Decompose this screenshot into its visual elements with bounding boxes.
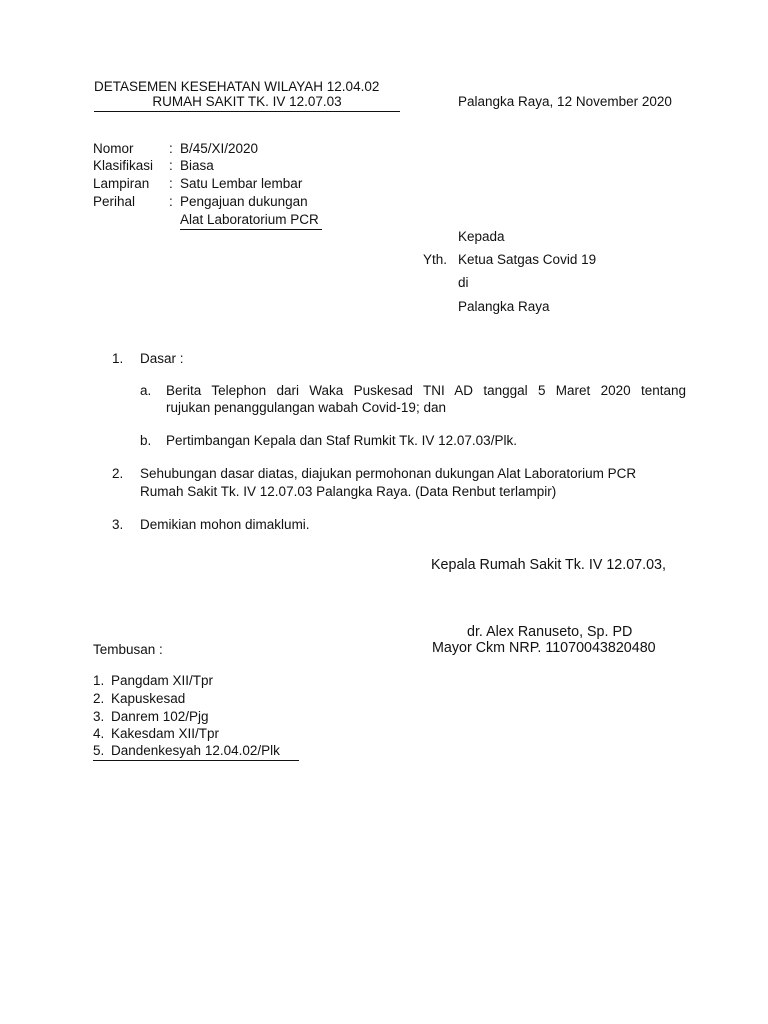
subitem-letter: a. [140,383,152,398]
item-number: 2. [112,466,124,481]
item-3-text: Demikian mohon dimaklumi. [140,517,310,532]
cc-item: Danrem 102/Pjg [111,709,209,724]
cc-last-row [93,744,299,761]
letterhead-hospital: RUMAH SAKIT TK. IV 12.07.03 [94,95,400,112]
cc-number: 3. [93,709,105,724]
meta-label-perihal: Perihal [93,194,136,209]
recipient-kepada: Kepada [458,229,505,244]
item-2-text-line2: Rumah Sakit Tk. IV 12.07.03 Palangka Raya. (Data Renbut terlampir) [140,484,557,499]
meta-value-perihal: Pengajuan dukungan [180,194,308,209]
signature-rank: Mayor Ckm NRP. 11070043820480 [432,640,656,656]
cc-number: 5. [93,743,105,758]
recipient-place: Palangka Raya [458,299,550,314]
meta-label-klasifikasi: Klasifikasi [93,158,154,173]
cc-number: 2. [93,691,105,706]
cc-item: Pangdam XII/Tpr [111,673,214,688]
letterhead-unit: DETASEMEN KESEHATAN WILAYAH 12.04.02 [94,79,380,94]
cc-number: 1. [93,673,105,688]
item-number: 1. [112,351,124,366]
subitem-letter: b. [140,433,152,448]
recipient-di: di [458,275,469,290]
signature-name: dr. Alex Ranuseto, Sp. PD [467,624,633,640]
cc-item: Kakesdam XII/Tpr [111,726,220,741]
meta-colon: : [169,176,173,191]
signature-title: Kepala Rumah Sakit Tk. IV 12.07.03, [431,557,666,573]
item-2-text: Sehubungan dasar diatas, diajukan permohonan dukungan Alat Laboratorium PCR [140,466,637,481]
cc-item: Kapuskesad [111,691,186,706]
meta-label-lampiran: Lampiran [93,176,150,191]
subitem-b-text: Pertimbangan Kepala dan Staf Rumkit Tk. IV 12.07.03/Plk. [166,433,517,448]
meta-value-nomor: B/45/XI/2020 [180,141,259,156]
item-number: 3. [112,517,124,532]
cc-item: Dandenkesyah 12.04.02/Plk [111,743,280,758]
item-1-text: Dasar : [140,351,184,366]
cc-number: 4. [93,726,105,741]
tembusan-label: Tembusan : [93,642,163,657]
meta-value-lampiran: Satu Lembar lembar [180,176,303,191]
meta-label-nomor: Nomor [93,141,134,156]
recipient-name: Ketua Satgas Covid 19 [458,252,597,267]
subitem-a-text-line2: rujukan penanggulangan wabah Covid-19; dan [166,400,446,415]
meta-colon: : [169,141,173,156]
meta-value-klasifikasi: Biasa [180,158,214,173]
subitem-a-text: Berita Telephon dari Waka Puskesad TNI AD tanggal 5 Maret 2020 tentang [166,383,686,398]
place-date: Palangka Raya, 12 November 2020 [458,94,672,109]
meta-colon: : [169,158,173,173]
recipient-yth: Yth. [423,252,448,267]
meta-colon: : [169,194,173,209]
meta-value-perihal-line2: Alat Laboratorium PCR [180,213,322,230]
